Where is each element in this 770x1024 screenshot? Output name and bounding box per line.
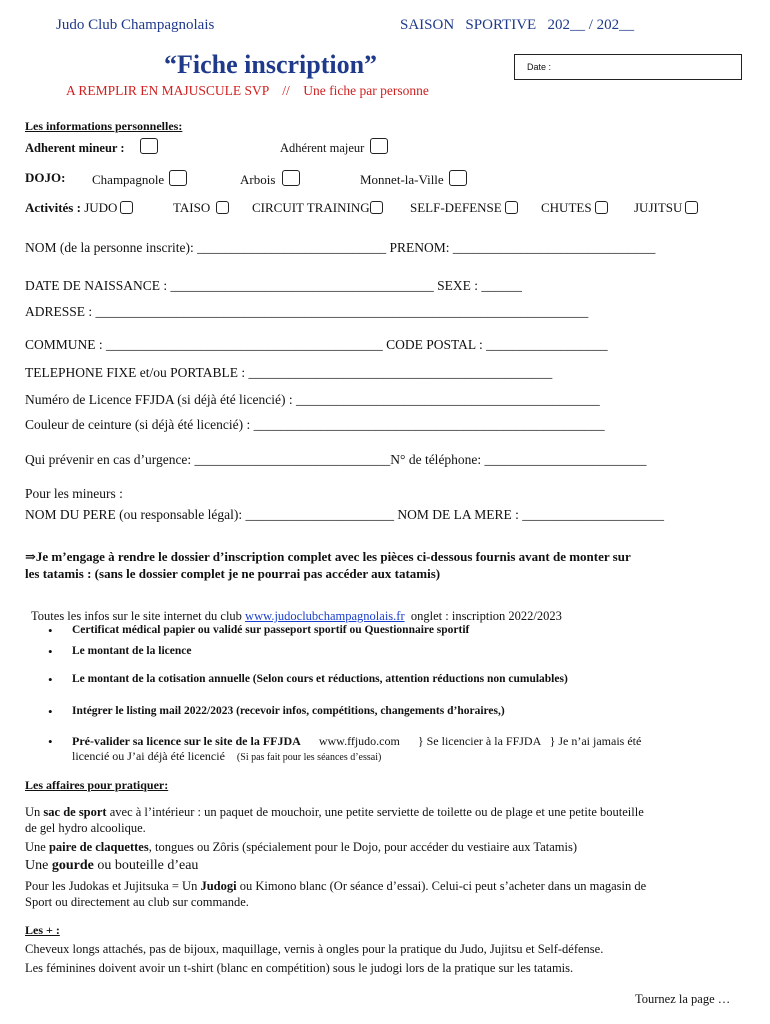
adherent-majeur-label: Adhérent majeur (280, 141, 365, 155)
club-website-link[interactable]: www.judoclubchampagnolais.fr (245, 609, 405, 623)
bullet-icon: • (48, 704, 53, 719)
gourde-bold: gourde (51, 858, 94, 873)
activity-judo-checkbox[interactable] (120, 201, 133, 214)
bullet-icon: • (48, 623, 53, 638)
dojo-monnet-checkbox[interactable] (449, 170, 467, 186)
plus-heading: Les + : (25, 923, 60, 937)
plus-line-1: Cheveux longs attachés, pas de bijoux, maquillage, vernis à ongles pour la pratique du Judo, Jujitsu et Self-défense. (25, 942, 604, 956)
sac-post: avec à l’intérieur : un paquet de mouchoir, une petite serviette de toilette ou de plage et une petite bouteille (106, 805, 644, 819)
commune-cp-field[interactable]: COMMUNE : _________________________________________ CODE POSTAL : __________________ (25, 337, 608, 352)
adherent-mineur-label: Adherent mineur : (25, 141, 125, 155)
sac-bold: sac de sport (43, 805, 107, 819)
piece-item: Le montant de la cotisation annuelle (Selon cours et réductions, attention réductions non cumulables) (72, 673, 568, 685)
sac-line-1 (25, 805, 644, 820)
dojo-option-arbois (240, 170, 300, 188)
dojo-arbois-checkbox[interactable] (282, 170, 300, 186)
activity-jujitsu-checkbox[interactable] (685, 201, 698, 214)
telephone-field[interactable]: TELEPHONE FIXE et/ou PORTABLE : _____________________________________________ (25, 365, 553, 380)
activity-circuit-checkbox[interactable] (370, 201, 383, 214)
judogi-line-2: Sport ou directement au club sur commande. (25, 895, 249, 909)
page-title: “Fiche inscription” (164, 50, 378, 79)
bullet-icon: • (48, 734, 53, 749)
judogi-post: ou Kimono blanc (Or séance d’essai). Celui-ci peut s’acheter dans un magasin de (236, 879, 647, 893)
engagement-line-2: les tatamis : (sans le dossier complet je ne pourrai pas accéder aux tatamis) (25, 566, 441, 581)
dojo-option-label: Monnet-la-Ville (360, 172, 444, 187)
mineurs-label: Pour les mineurs : (25, 486, 123, 501)
activity-label: JUJITSU (634, 200, 683, 215)
gourde-pre: Une (25, 858, 52, 873)
claq-bold: paire de claquettes (48, 840, 149, 854)
site-suffix: onglet : inscription 2022/2023 (404, 609, 562, 623)
prevalider-options: } Se licencier à la FFJDA } Je n’ai jamais été (417, 734, 642, 748)
club-name: Judo Club Champagnolais (56, 17, 215, 33)
adherent-majeur-checkbox[interactable] (370, 138, 388, 154)
activites-label: Activités : (25, 200, 81, 215)
dojo-option-champagnole (92, 170, 187, 188)
dojo-option-monnet (360, 170, 467, 188)
gourde-post: ou bouteille d’eau (93, 858, 199, 873)
dojo-option-label: Arbois (240, 172, 276, 187)
prevalider-note: (Si pas fait pour les séances d’essai) (236, 752, 382, 763)
gourde-line (25, 858, 198, 874)
judogi-line-1 (25, 879, 646, 894)
adherent-majeur-option (280, 138, 388, 156)
sac-line-2: de gel hydro alcoolique. (25, 821, 146, 835)
site-prefix: Toutes les infos sur le site internet du club (31, 609, 246, 623)
activity-chutes-checkbox[interactable] (595, 201, 608, 214)
activity-label: TAISO (173, 200, 211, 215)
fill-instruction: A REMPLIR EN MAJUSCULE SVP // Une fiche par personne (66, 83, 429, 98)
dojo-champagnole-checkbox[interactable] (169, 170, 187, 186)
ffjudo-site: www.ffjudo.com (318, 734, 400, 748)
date-field[interactable] (514, 54, 742, 80)
activity-self-defense-checkbox[interactable] (505, 201, 518, 214)
activity-label: CHUTES (541, 200, 592, 215)
activity-label: JUDO (84, 200, 118, 215)
parents-field[interactable]: NOM DU PERE (ou responsable légal): ______________________ NOM DE LA MERE : _____________________ (25, 507, 664, 522)
activity-taiso-checkbox[interactable] (216, 201, 229, 214)
sac-pre: Un (25, 805, 44, 819)
season-label: SAISON SPORTIVE 202__ / 202__ (400, 17, 635, 33)
personal-heading: Les informations personnelles: (25, 119, 183, 133)
activity-option-taiso (173, 200, 229, 216)
adherent-mineur-checkbox[interactable] (140, 138, 158, 154)
bullet-icon: • (48, 644, 53, 659)
activity-option-jujitsu (634, 200, 698, 216)
nom-prenom-field[interactable]: NOM (de la personne inscrite): ____________________________ PRENOM: ______________________________ (25, 240, 656, 255)
plus-line-2: Les féminines doivent avoir un t-shirt (blanc en compétition) sous le judogi lors de la pratique sur les tatamis. (25, 961, 574, 975)
piece-item: Intégrer le listing mail 2022/2023 (recevoir infos, compétitions, changements d’horaires,) (72, 705, 505, 717)
turn-page-note: Tournez la page … (635, 992, 731, 1006)
engagement-line-1: ⇒Je m’engage à rendre le dossier d’inscription complet avec les pièces ci-dessous fournis avant de monter sur (25, 549, 631, 564)
adresse-field[interactable]: ADRESSE : _________________________________________________________________________ (25, 304, 589, 319)
affaires-heading: Les affaires pour pratiquer: (25, 778, 169, 792)
prevalider-line-1 (72, 734, 641, 749)
site-info (25, 594, 562, 624)
activity-option-circuit (252, 200, 383, 216)
date-label: Date : (527, 62, 552, 72)
ceinture-field[interactable]: Couleur de ceinture (si déjà été licencié) : ____________________________________________________ (25, 417, 605, 432)
claq-post: , tongues ou Zôris (spécialement pour le Dojo, pour accéder du vestiaire aux Tatamis) (148, 840, 577, 854)
prevalider-bold: Pré-valider sa licence sur le site de la FFJDA (72, 734, 301, 748)
activity-label: SELF-DEFENSE (410, 200, 502, 215)
activity-label: CIRCUIT TRAINING (252, 200, 370, 215)
claq-pre: Une (25, 840, 49, 854)
judogi-pre: Pour les Judokas et Jujitsuka = Un (25, 879, 201, 893)
naissance-sexe-field[interactable]: DATE DE NAISSANCE : _______________________________________ SEXE : ______ (25, 278, 522, 293)
dojo-label: DOJO: (25, 170, 66, 185)
dojo-option-label: Champagnole (92, 172, 165, 187)
adherent-mineur-option (25, 138, 158, 156)
licence-field[interactable]: Numéro de Licence FFJDA (si déjà été licencié) : _____________________________________________ (25, 392, 600, 407)
prevalider-options-2: licencié ou J’ai déjà été licencié (72, 749, 225, 763)
piece-item: Le montant de la licence (72, 645, 192, 657)
activity-option-judo (25, 200, 133, 216)
urgence-field[interactable]: Qui prévenir en cas d’urgence: _____________________________N° de téléphone: ________________________ (25, 452, 647, 467)
claquettes-line (25, 840, 577, 855)
judogi-bold: Judogi (200, 879, 237, 893)
activity-option-self-defense (410, 200, 518, 216)
prevalider-line-2 (72, 749, 381, 764)
piece-item: Certificat médical papier ou validé sur passeport sportif ou Questionnaire sportif (72, 624, 470, 636)
activity-option-chutes (541, 200, 608, 216)
bullet-icon: • (48, 672, 53, 687)
